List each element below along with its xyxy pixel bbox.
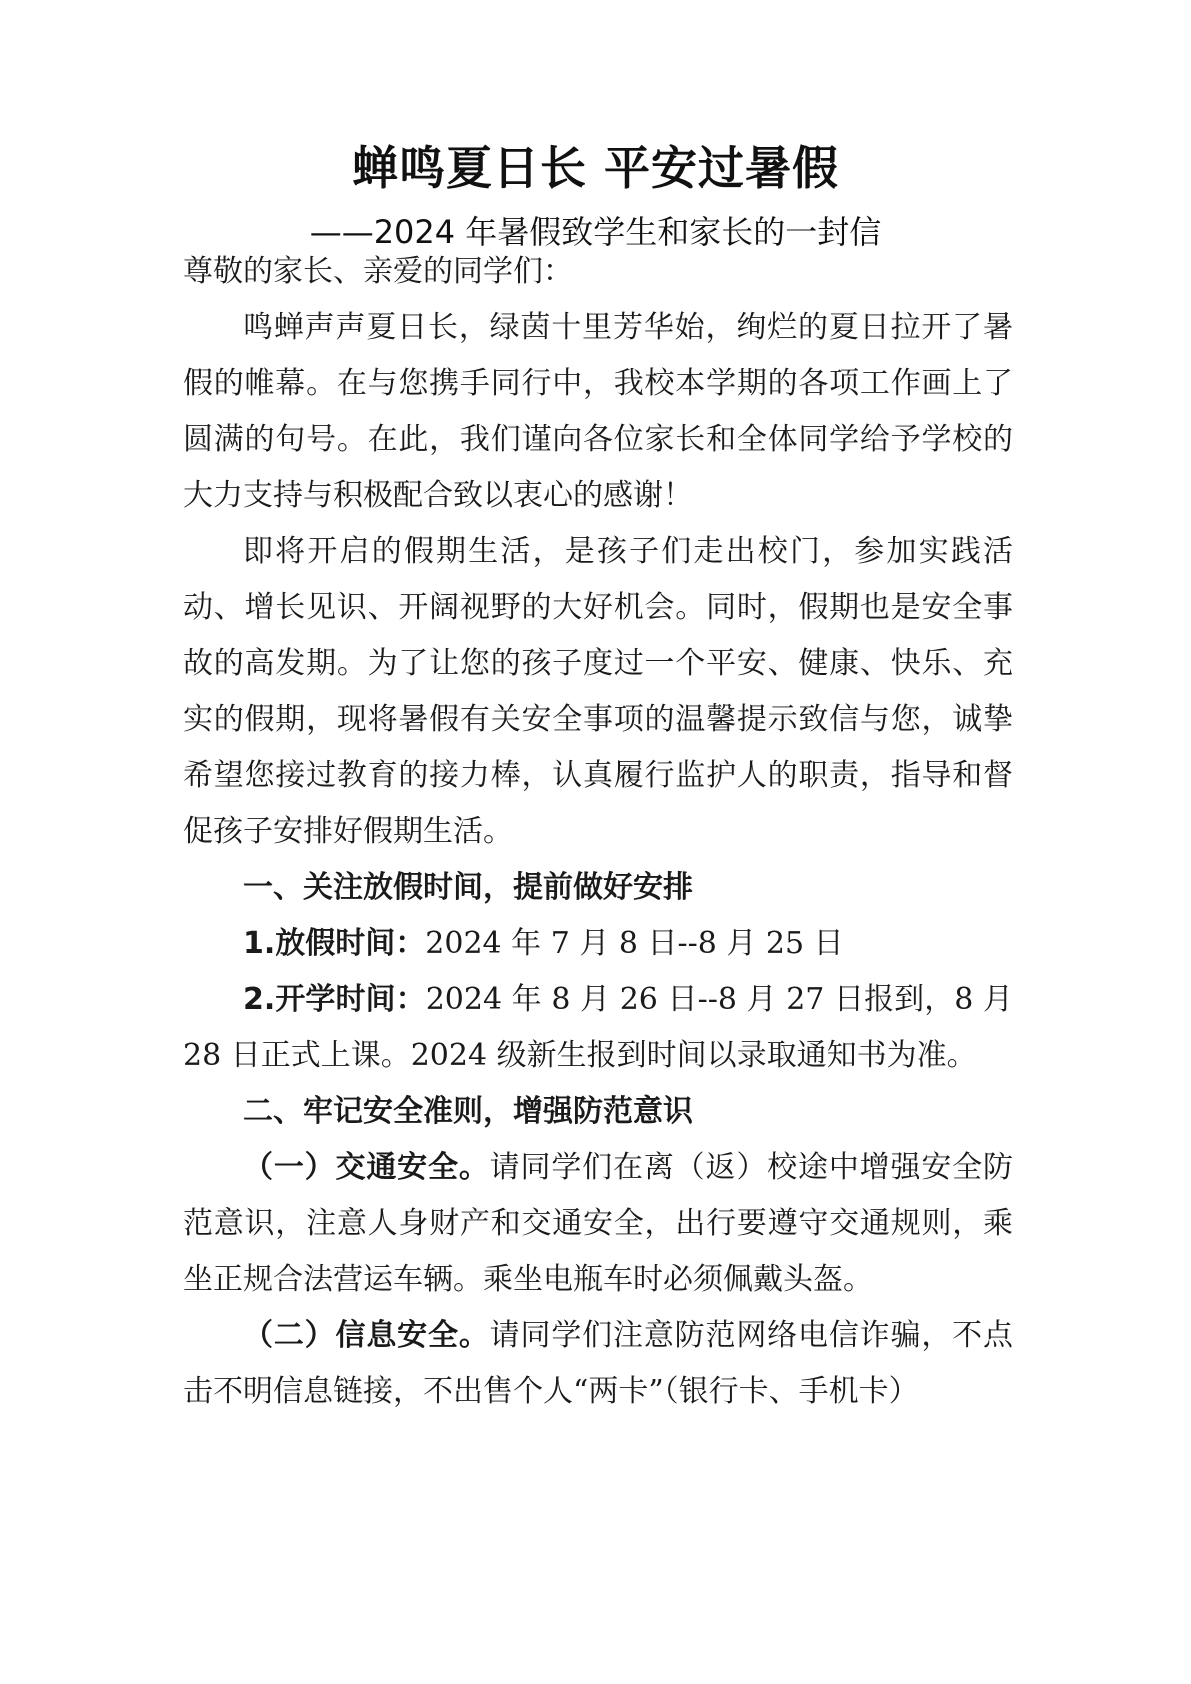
letter-title: 蝉鸣夏日长 平安过暑假 — [351, 141, 839, 195]
traffic-safety-text: 请同学们在离（返）校途中增强安全防范意识，注意人身财产和交通安全，出行要遵守交通规则，乘坐正规合法营运车辆。乘坐电瓶车时必须佩戴头盔。 — [183, 1150, 1014, 1297]
vacation-time-text: 2024 年 7 月 8 日--8 月 25 日 — [425, 926, 844, 961]
letter-body — [183, 244, 1013, 1420]
school-start-label: 2.开学时间： — [243, 982, 426, 1017]
section-1-heading: 一、关注放假时间，提前做好安排 — [243, 870, 693, 905]
info-safety-label: （二）信息安全。 — [243, 1318, 490, 1353]
school-start-text: 2024 年 8 月 26 日--8 月 27 日报到，8 月 28 日正式上课。2024 级新生报到时间以录取通知书为准。 — [183, 982, 1013, 1073]
letter-subtitle: ——2024 年暑假致学生和家长的一封信 — [309, 213, 882, 251]
vacation-time-label: 1.放假时间： — [243, 926, 426, 961]
school-start-item — [183, 972, 1013, 1084]
traffic-safety-item — [183, 1140, 1013, 1308]
traffic-safety-label: （一）交通安全。 — [243, 1150, 490, 1185]
paragraph-vacation-safety: 即将开启的假期生活，是孩子们走出校门，参加实践活动、增长见识、开阔视野的大好机会。同时，假期也是安全事故的高发期。为了让您的孩子度过一个平安、健康、快乐、充实的假期，现将暑假有关安全事项的温馨提示致信与您，诚挚希望您接过教育的接力棒，认真履行监护人的职责，指导和督促孩子安排好假期生活。 — [183, 534, 1013, 849]
info-safety-item — [183, 1308, 1013, 1420]
info-safety-text: 请同学们注意防范网络电信诈骗，不点击不明信息链接，不出售个人“两卡”（银行卡、手机卡） — [183, 1318, 1014, 1409]
vacation-time-item — [183, 916, 1013, 972]
paragraph-gratitude: 鸣蝉声声夏日长，绿茵十里芳华始，绚烂的夏日拉开了暑假的帷幕。在与您携手同行中，我校本学期的各项工作画上了圆满的句号。在此，我们谨向各位家长和全体同学给予学校的大力支持与积极配合致以衷心的感谢！ — [183, 310, 1013, 513]
salutation: 尊敬的家长、亲爱的同学们： — [183, 254, 573, 289]
section-2-heading: 二、牢记安全准则，增强防范意识 — [243, 1094, 693, 1129]
